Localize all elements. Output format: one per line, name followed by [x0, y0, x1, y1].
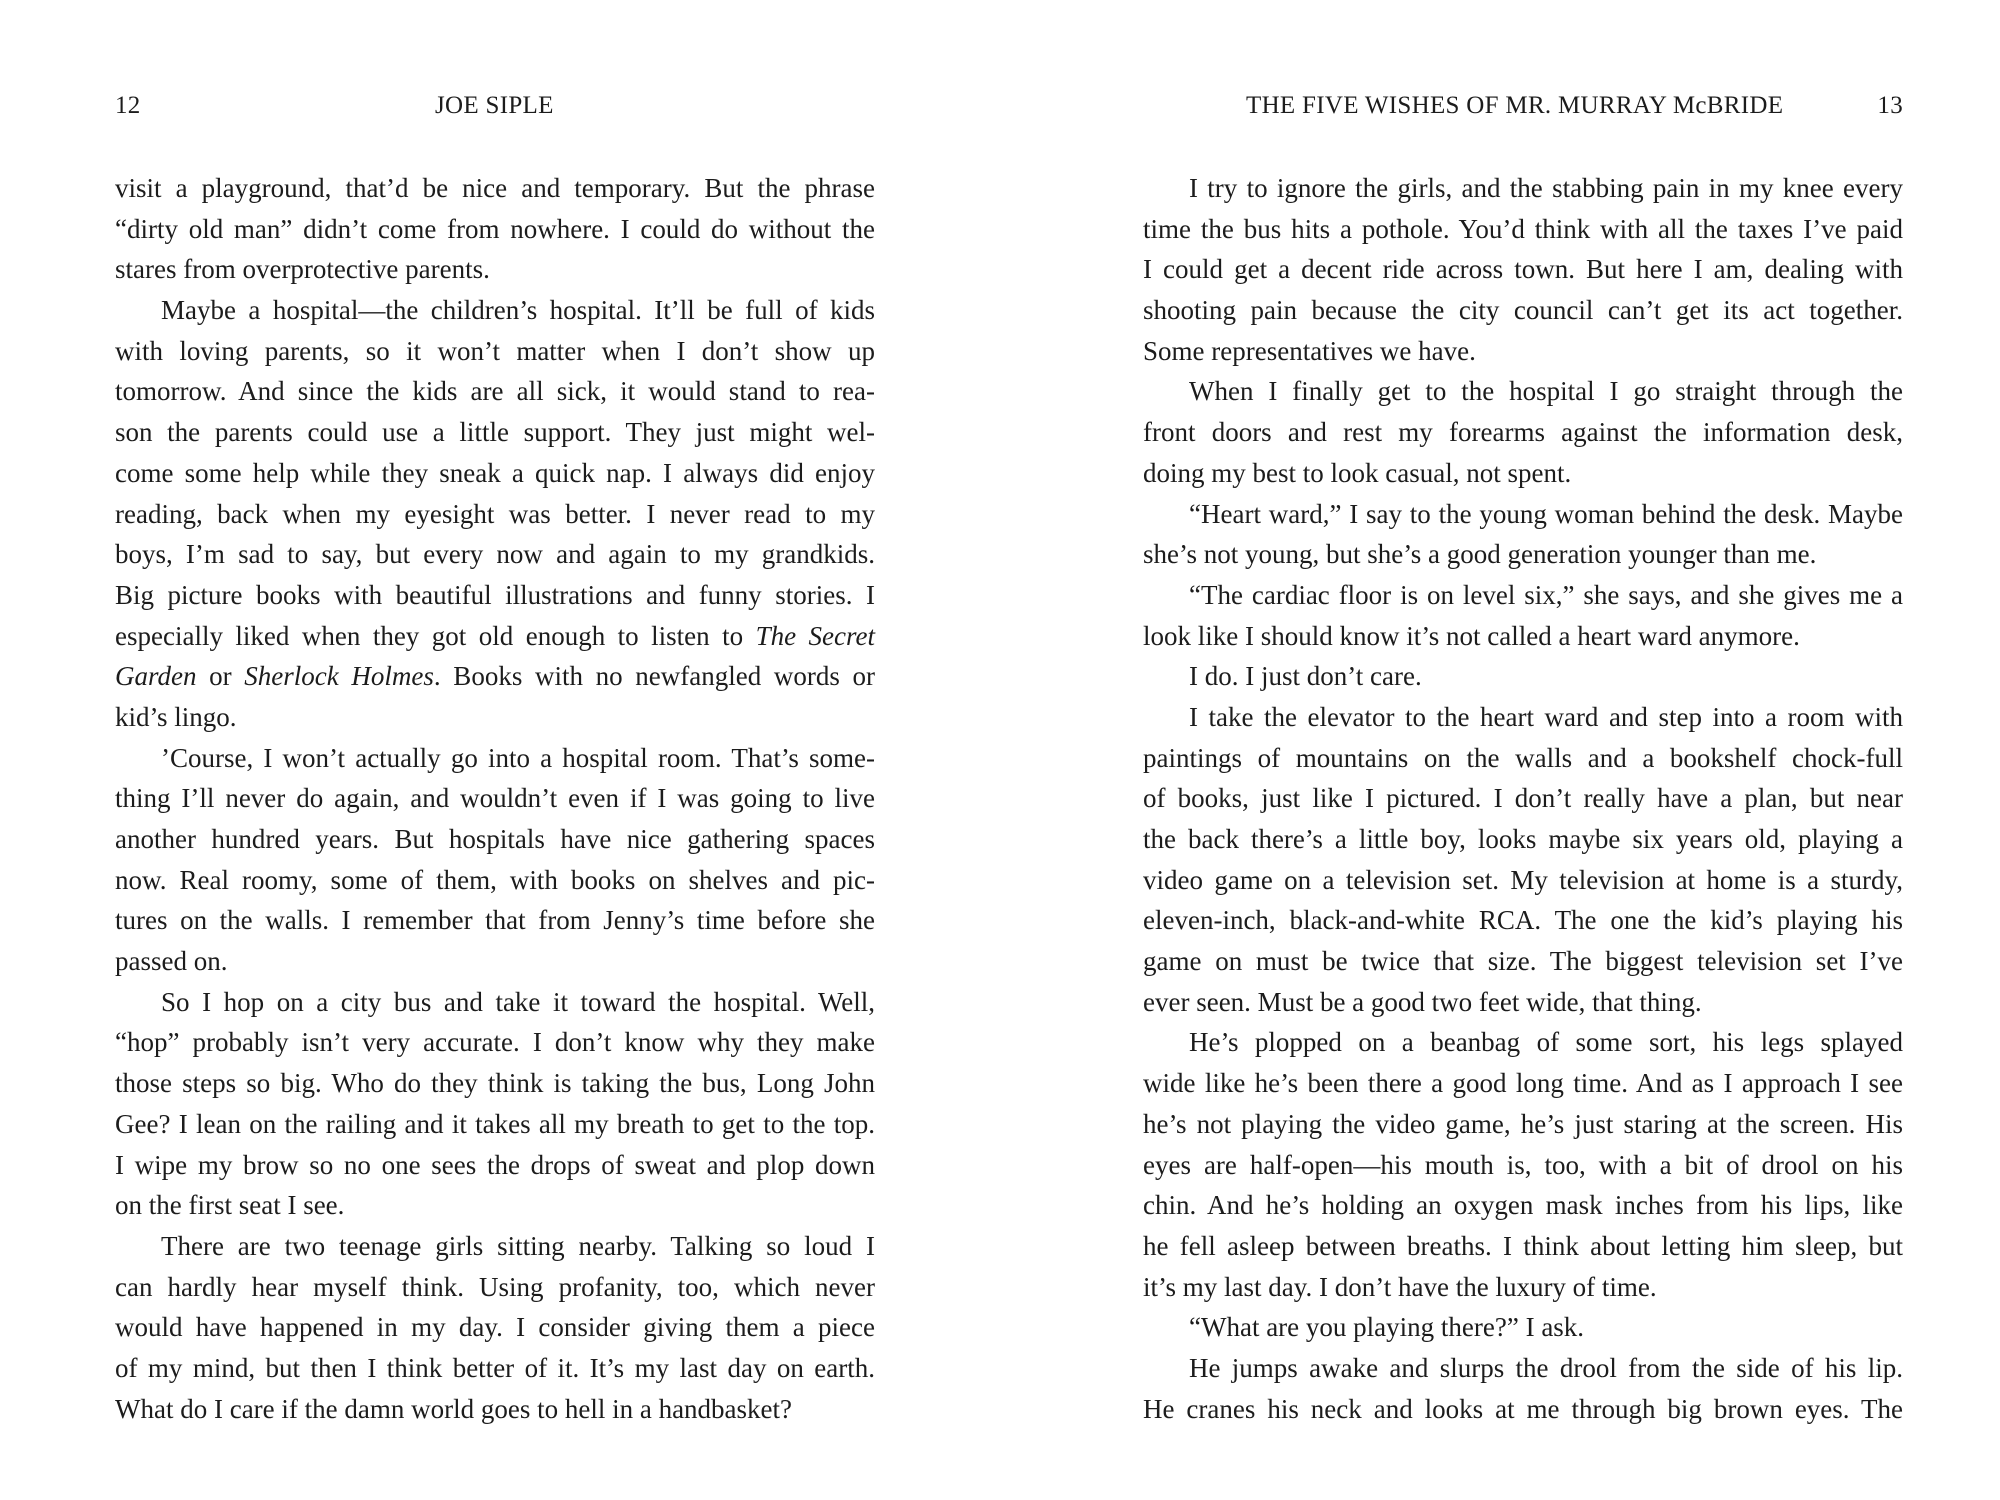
text-line: he fell asleep between breaths. I think about letting him sleep, but — [1143, 1230, 1903, 1261]
text-line: eleven-inch, black-and-white RCA. The one the kid’s playing his — [1143, 905, 1903, 936]
text-line: now. Real roomy, some of them, with books on shelves and pic- — [115, 864, 875, 895]
text-line: I could get a decent ride across town. But here I am, dealing with — [1143, 254, 1903, 285]
text-line: with loving parents, so it won’t matter when I don’t show up — [115, 335, 875, 366]
text-line: What do I care if the damn world goes to hell in a handbasket? — [115, 1393, 793, 1424]
book-title-the-secret-garden: The Secret — [755, 620, 875, 651]
text-run: or — [196, 661, 245, 692]
text-line: game on must be twice that size. The biggest television set I’ve — [1143, 946, 1903, 977]
text-line: So I hop on a city bus and take it toward the hospital. Well, — [161, 986, 875, 1017]
text-line: kid’s lingo. — [115, 701, 237, 732]
text-line: the back there’s a little boy, looks maybe six years old, playing a — [1143, 824, 1903, 854]
text-line: tomorrow. And since the kids are all sick, it would stand to rea- — [115, 376, 875, 407]
text-line: chin. And he’s holding an oxygen mask inches from his lips, like — [1143, 1190, 1903, 1221]
text-run: especially liked when they got old enough to listen to — [115, 620, 756, 651]
text-line: come some help while they sneak a quick nap. I always did enjoy — [115, 457, 875, 488]
text-line: tures on the walls. I remember that from Jenny’s time before she — [115, 905, 875, 936]
text-line: “What are you playing there?” I ask. — [1189, 1312, 1585, 1343]
text-line: He jumps awake and slurps the drool from the side of his lip. — [1189, 1352, 1903, 1383]
book-title: THE FIVE WISHES OF MR. MURRAY McBRIDE — [1246, 92, 1784, 119]
text-line: ever seen. Must be a good two feet wide, that thing. — [1143, 986, 1702, 1017]
text-line: can hardly hear myself think. Using profanity, too, which never — [115, 1271, 875, 1302]
text-line: “The cardiac floor is on level six,” she says, and she gives me a — [1189, 579, 1903, 610]
author-name: JOE SIPLE — [435, 92, 554, 119]
text-line: “hop” probably isn’t very accurate. I don’t know why they make — [115, 1027, 875, 1058]
text-line — [115, 616, 875, 657]
text-line: ’Course, I won’t actually go into a hospital room. That’s some- — [161, 742, 875, 773]
text-line: wide like he’s been there a good long time. And as I approach I see — [1143, 1068, 1903, 1099]
text-line: I try to ignore the girls, and the stabbing pain in my knee every — [1189, 173, 1903, 203]
text-line: on the first seat I see. — [115, 1190, 345, 1221]
right-body-text — [1143, 168, 1903, 1429]
text-line: front doors and rest my forearms against the information desk, — [1143, 417, 1903, 448]
text-line: look like I should know it’s not called a heart ward anymore. — [1143, 620, 1800, 651]
text-line: shooting pain because the city council can’t get its act together. — [1143, 295, 1903, 326]
text-line: “Heart ward,” I say to the young woman behind the desk. Maybe — [1189, 498, 1903, 529]
page-number: 13 — [1877, 92, 1903, 119]
text-line: boys, I’m sad to say, but every now and again to my grandkids. — [115, 539, 875, 570]
text-line: “dirty old man” didn’t come from nowhere. I could do without the — [115, 213, 875, 244]
text-line: I wipe my brow so no one sees the drops of sweat and plop down — [115, 1149, 875, 1180]
text-line: it’s my last day. I don’t have the luxury of time. — [1143, 1271, 1657, 1302]
text-line: those steps so big. Who do they think is taking the bus, Long John — [115, 1068, 875, 1099]
left-body-text — [115, 168, 875, 1429]
page-number: 12 — [115, 92, 141, 119]
text-line: I take the elevator to the heart ward and step into a room with — [1189, 701, 1903, 732]
text-line: doing my best to look casual, not spent. — [1143, 457, 1572, 488]
text-line: of books, just like I pictured. I don’t really have a plan, but near — [1143, 783, 1903, 814]
text-line: would have happened in my day. I consider giving them a piece — [115, 1312, 875, 1343]
text-run: . Books with no newfangled words or — [433, 661, 876, 692]
text-line: Big picture books with beautiful illustrations and funny stories. I — [115, 579, 875, 610]
text-line: Gee? I lean on the railing and it takes all my breath to get to the top. — [115, 1108, 875, 1139]
text-line: Some representatives we have. — [1143, 335, 1476, 366]
text-line: visit a playground, that’d be nice and temporary. But the phrase — [115, 173, 875, 203]
text-line: thing I’ll never do again, and wouldn’t even if I was going to live — [115, 783, 875, 814]
text-line: passed on. — [115, 946, 228, 977]
text-line: she’s not young, but she’s a good generation younger than me. — [1143, 539, 1817, 570]
right-page — [1143, 0, 1903, 1500]
text-line: Maybe a hospital—the children’s hospital. It’ll be full of kids — [161, 295, 875, 326]
text-line: eyes are half-open—his mouth is, too, with a bit of drool on his — [1143, 1149, 1903, 1180]
book-title-sherlock-holmes: Sherlock Holmes — [244, 661, 434, 692]
text-line: son the parents could use a little support. They just might wel- — [115, 417, 875, 448]
left-page — [115, 0, 875, 1500]
text-line: There are two teenage girls sitting nearby. Talking so loud I — [161, 1230, 875, 1261]
left-running-head — [115, 86, 875, 126]
text-line: I do. I just don’t care. — [1189, 661, 1422, 692]
right-running-head — [1143, 86, 1903, 126]
text-line: reading, back when my eyesight was better. I never read to my — [115, 498, 875, 529]
text-line: He cranes his neck and looks at me through big brown eyes. The — [1143, 1393, 1903, 1424]
text-line: of my mind, but then I think better of it. It’s my last day on earth. — [115, 1352, 875, 1383]
text-line: paintings of mountains on the walls and a bookshelf chock-full — [1143, 742, 1903, 773]
text-line: video game on a television set. My television at home is a sturdy, — [1143, 864, 1903, 895]
text-line: He’s plopped on a beanbag of some sort, his legs splayed — [1189, 1027, 1903, 1058]
text-line: he’s not playing the video game, he’s just staring at the screen. His — [1143, 1108, 1903, 1139]
text-line: time the bus hits a pothole. You’d think with all the taxes I’ve paid — [1143, 213, 1903, 244]
book-title-the-secret-garden: Garden — [115, 661, 197, 692]
text-line — [115, 656, 875, 697]
text-line: stares from overprotective parents. — [115, 254, 490, 285]
text-line: When I finally get to the hospital I go straight through the — [1189, 376, 1903, 407]
text-line: another hundred years. But hospitals have nice gathering spaces — [115, 824, 875, 854]
